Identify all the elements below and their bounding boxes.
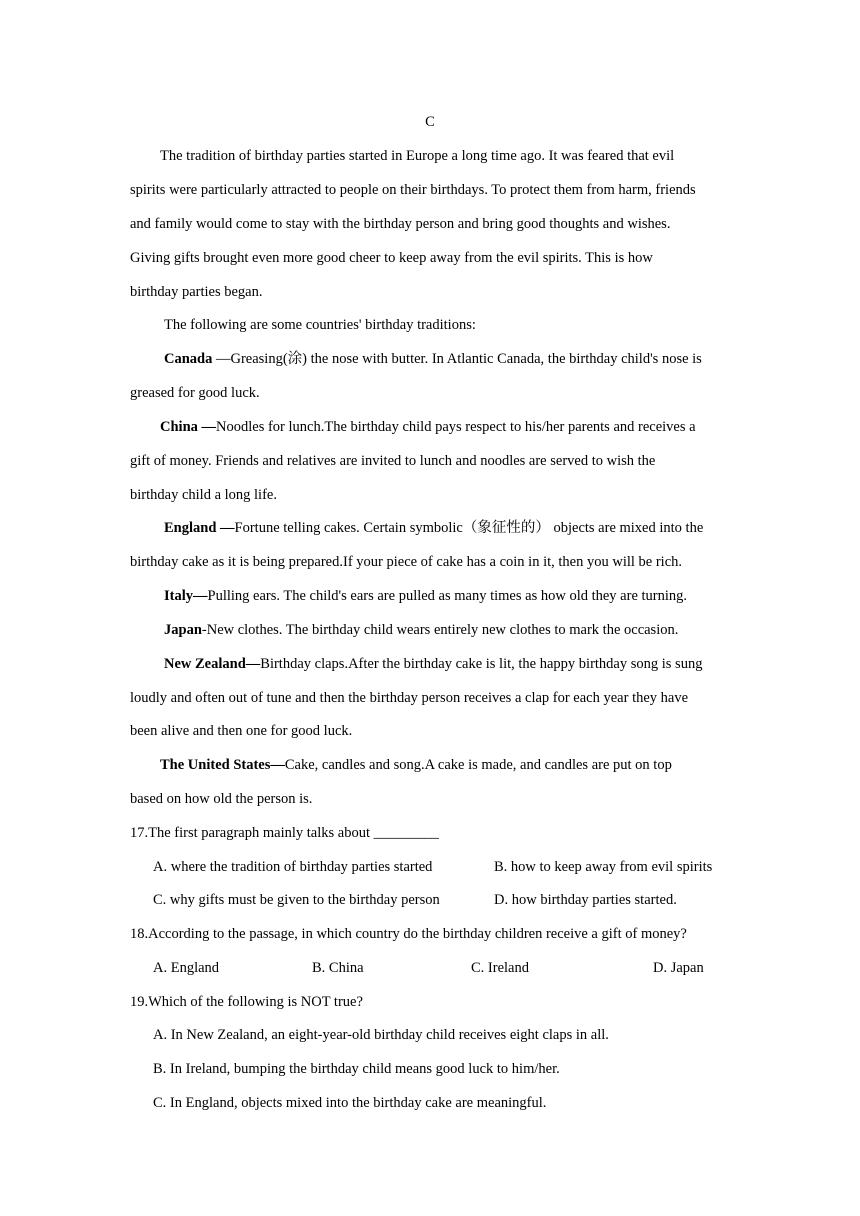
question-17-option-a: A. where the tradition of birthday parties started bbox=[153, 859, 433, 875]
tradition-italy-line-1: Pulling ears. The child's ears are pulled as many times as how old they are turning. bbox=[207, 588, 688, 604]
question-17-option-d: D. how birthday parties started. bbox=[494, 892, 677, 908]
tradition-japan bbox=[164, 621, 678, 639]
intro-line-4: Giving gifts brought even more good cheer to keep away from the evil spirits. This is how bbox=[130, 250, 653, 266]
intro-line-3: and family would come to stay with the birthday person and bring good thoughts and wishes. bbox=[130, 216, 671, 232]
country-name-new-zealand: New Zealand— bbox=[164, 656, 261, 672]
tradition-china-line-3: birthday child a long life. bbox=[130, 487, 277, 503]
lead-in-sentence: The following are some countries' birthday traditions: bbox=[164, 317, 476, 333]
question-17-stem: 17.The first paragraph mainly talks about _________ bbox=[130, 825, 439, 841]
question-19-stem: 19.Which of the following is NOT true? bbox=[130, 994, 363, 1010]
tradition-canada-line-1: Greasing(涂) the nose with butter. In Atlantic Canada, the birthday child's nose is bbox=[230, 351, 702, 367]
tradition-japan-line-1: -New clothes. The birthday child wears entirely new clothes to mark the occasion. bbox=[201, 622, 679, 638]
tradition-china-line-1: Noodles for lunch.The birthday child pays respect to his/her parents and receives a bbox=[216, 419, 696, 435]
country-name-england: England — bbox=[164, 520, 235, 536]
tradition-england-line-1: Fortune telling cakes. Certain symbolic（象征性的） objects are mixed into the bbox=[234, 520, 704, 536]
tradition-new-zealand-line-3: been alive and then one for good luck. bbox=[130, 723, 353, 739]
country-name-italy: Italy— bbox=[164, 588, 208, 604]
question-17-option-c: C. why gifts must be given to the birthday person bbox=[153, 892, 440, 908]
question-18-stem: 18.According to the passage, in which country do the birthday children receive a gift of money? bbox=[130, 926, 687, 942]
question-17-option-b: B. how to keep away from evil spirits bbox=[494, 859, 713, 875]
question-19-option-b: B. In Ireland, bumping the birthday child means good luck to him/her. bbox=[153, 1061, 560, 1077]
question-19-option-a: A. In New Zealand, an eight-year-old birthday child receives eight claps in all. bbox=[153, 1027, 609, 1043]
tradition-united-states bbox=[160, 756, 672, 774]
intro-line-5: birthday parties began. bbox=[130, 284, 263, 300]
tradition-england-line-2: birthday cake as it is being prepared.If your piece of cake has a coin in it, then you will be rich. bbox=[130, 554, 683, 570]
tradition-china-line-2: gift of money. Friends and relatives are invited to lunch and noodles are served to wish the bbox=[130, 453, 656, 469]
tradition-new-zealand bbox=[164, 655, 702, 673]
tradition-china bbox=[160, 418, 696, 436]
question-18-option-d: D. Japan bbox=[653, 960, 704, 976]
country-name-canada: Canada bbox=[164, 351, 213, 367]
tradition-england bbox=[164, 519, 703, 537]
country-name-united-states: The United States— bbox=[160, 757, 285, 773]
tradition-new-zealand-line-2: loudly and often out of tune and then the birthday person receives a clap for each year they have bbox=[130, 690, 689, 706]
country-sep-canada: — bbox=[212, 351, 231, 367]
question-18-option-a: A. England bbox=[153, 960, 220, 976]
tradition-new-zealand-line-1: Birthday claps.After the birthday cake is lit, the happy birthday song is sung bbox=[260, 656, 703, 672]
question-18-option-b: B. China bbox=[312, 960, 364, 976]
intro-line-1: The tradition of birthday parties started in Europe a long time ago. It was feared that evil bbox=[160, 148, 675, 164]
section-letter: C bbox=[425, 114, 435, 130]
intro-line-2: spirits were particularly attracted to people on their birthdays. To protect them from harm, friends bbox=[130, 182, 696, 198]
country-name-china: China — bbox=[160, 419, 217, 435]
question-18-option-c: C. Ireland bbox=[471, 960, 529, 976]
tradition-united-states-line-2: based on how old the person is. bbox=[130, 791, 313, 807]
tradition-canada-line-2: greased for good luck. bbox=[130, 385, 260, 401]
country-name-japan: Japan bbox=[164, 622, 202, 638]
tradition-italy bbox=[164, 587, 687, 605]
tradition-canada bbox=[164, 350, 702, 368]
question-19-option-c: C. In England, objects mixed into the birthday cake are meaningful. bbox=[153, 1095, 547, 1111]
tradition-united-states-line-1: Cake, candles and song.A cake is made, and candles are put on top bbox=[284, 757, 672, 773]
